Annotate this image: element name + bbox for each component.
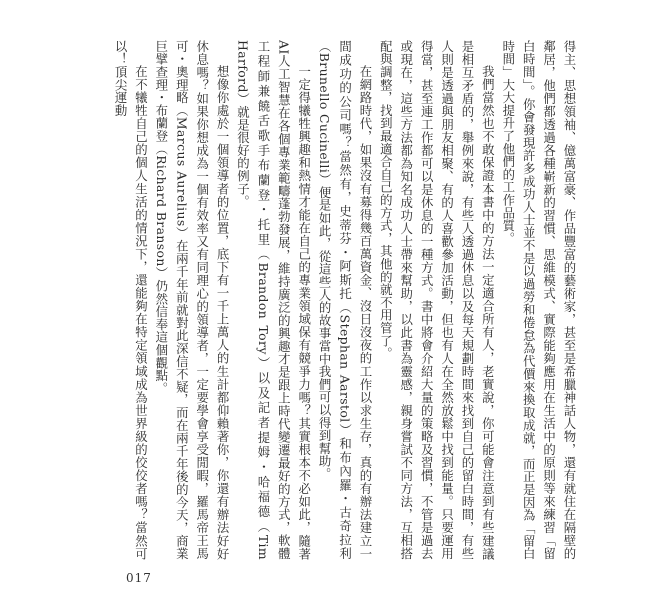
body-text: [59, 40, 579, 560]
paragraph-2: 我們當然也不敢保證本書中的方法一定適合所有人，老實說，你可能會注意到有些建議是相互矛盾的，舉例來說，有些人透過休息以及每天規劃時間來找到自己的留白時間，有些人則是透過與朋友相聚、有的人喜歡參加活動，但也有人在全然放鬆中找到能量。只要運用得當，甚至連工作都可以是休息的一種方式。書中將會介紹大量的策略及習慣，不管是過去或現在，這些方法都為知名成功人士帶來幫助，以此書為靈感，親身嘗試不同方法，互相搭配與調整，找到最適合自己的方式，其他的就不用管了。: [378, 40, 496, 560]
paragraph-5: 想像你處於一個領導者的位置，底下有一千上萬人的生計都仰賴著你，你還有辦法好好休息嗎？如果你想成為一個有效率又有同理心的領導者，一定要學會享受閒暇，羅馬帝王馬可・奧理略（Marcus Aurelius）在兩千年前就對此深信不疑，而在兩千年後的今天，商業巨擘查理・布蘭登（Richard Branson）仍然信奉這個觀點。: [153, 40, 231, 560]
paragraph-4: 一定得犧牲興趣和熱情才能在自己的專業領域保有競爭力嗎？其實根本不必如此，隨著AI人工智慧在各個專業範疇蓬勃發展，維持廣泛的興趣才是跟上時代變遷最好的方式，軟體工程師兼饒舌歌手布蘭登・托里（Brandon Tory）以及記者提姆・哈福德（Tim Harford）就是很好的例子。: [235, 40, 312, 560]
paragraph-3: 在網路時代，如果沒有募得幾百萬資金、沒日沒夜的工作以求生存，真的有辦法建立一間成功的公司嗎？當然有，史蒂芬・阿斯托（Stephan Aarstol）和布內羅・古奇拉利（Brunello Cucinelli）便是如此，從這些人的故事當中我們可以得到幫助。: [317, 40, 373, 560]
paragraph-6: 在不犧牲自己的個人生活的情況下，還能夠在特定領域成為世界級的佼佼者嗎？當然可以！頂尖運動: [113, 40, 149, 560]
paragraph-1: 得主、思想領袖、億萬富豪、作品豐富的藝術家，甚至是希臘神話人物，還有就住在隔壁的鄰居，他們都透過各種嶄新的習慣、思維模式、實際能夠應用在生活中的原則等來練習「留白時間」。你會發現許多成功人士並不是以過勞和倦怠為代價來換取成就，而正是因為「留白時間」大大提升了他們的工作品質。: [500, 40, 577, 560]
page-number: 017: [126, 571, 152, 585]
